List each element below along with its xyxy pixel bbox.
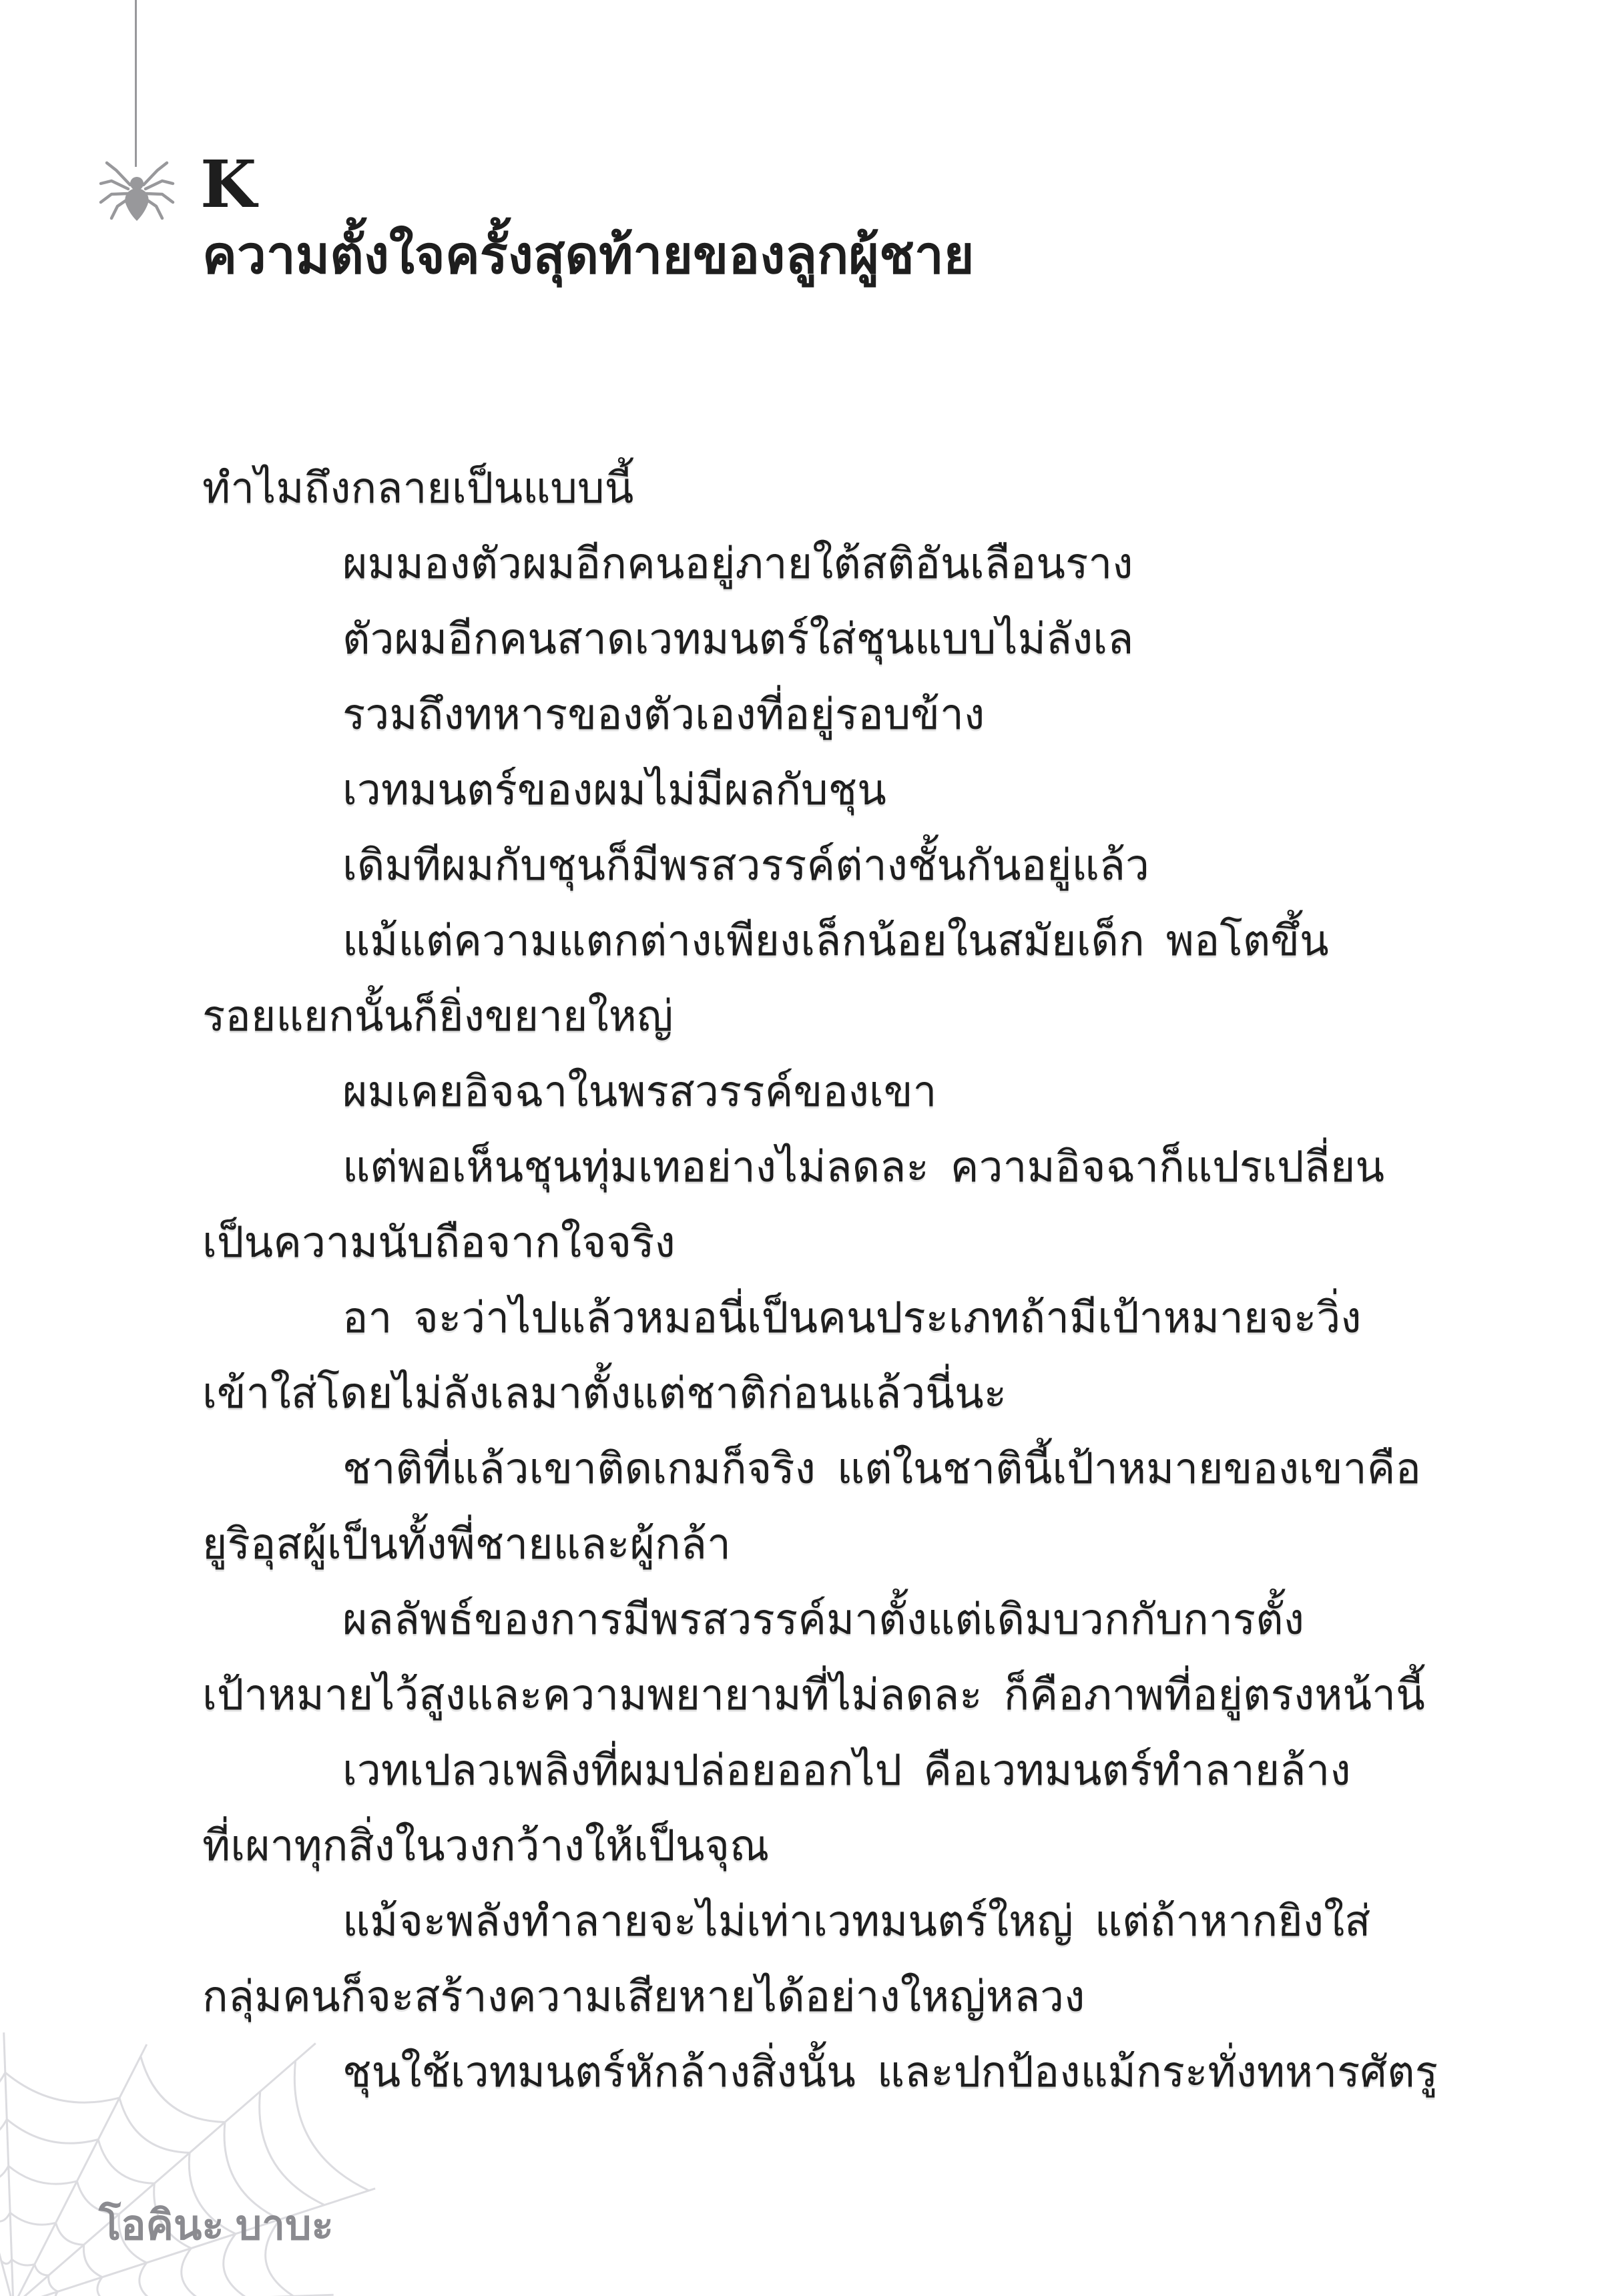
body-line: ยูริอุสผู้เป็นทั้งพี่ชายและผู้กล้า bbox=[202, 1520, 731, 1568]
author-signature: โอคินะ บาบะ bbox=[99, 2203, 334, 2249]
body-line: กลุ่มคนก็จะสร้างความเสียหายได้อย่างใหญ่หลวง bbox=[202, 1973, 1085, 2020]
body-line: ทำไมถึงกลายเป็นแบบนี้ bbox=[202, 465, 634, 512]
body-line: แต่พอเห็นชุนทุ่มเทอย่างไม่ลดละ ความอิจฉาก็แปรเปลี่ยน bbox=[342, 1143, 1385, 1191]
spider-thread bbox=[135, 0, 137, 167]
body-line: เวทเปลวเพลิงที่ผมปล่อยออกไป คือเวทมนตร์ทำลายล้าง bbox=[342, 1747, 1351, 1794]
body-line: เดิมทีผมกับชุนก็มีพรสวรรค์ต่างชั้นกันอยู่แล้ว bbox=[342, 842, 1149, 889]
body-line: อา จะว่าไปแล้วหมอนี่เป็นคนประเภทถ้ามีเป้าหมายจะวิ่ง bbox=[342, 1294, 1362, 1342]
body-line: เป้าหมายไว้สูงและความพยายามที่ไม่ลดละ ก็คือภาพที่อยู่ตรงหน้านี้ bbox=[202, 1671, 1425, 1719]
chapter-letter: K bbox=[200, 146, 257, 222]
body-line: แม้จะพลังทำลายจะไม่เท่าเวทมนตร์ใหญ่ แต่ถ้าหากยิงใส่ bbox=[342, 1898, 1371, 1945]
body-line: ที่เผาทุกสิ่งในวงกว้างให้เป็นจุณ bbox=[202, 1822, 770, 1870]
body-line: ผมมองตัวผมอีกคนอยู่ภายใต้สติอันเลือนราง bbox=[342, 540, 1133, 587]
body-line: ชุนใช้เวทมนตร์หักล้างสิ่งนั้น และปกป้องแม้กระทั่งทหารศัตรู bbox=[342, 2048, 1438, 2096]
body-line: ผมเคยอิจฉาในพรสวรรค์ของเขา bbox=[342, 1068, 937, 1115]
body-line: เวทมนตร์ของผมไม่มีผลกับชุน bbox=[342, 766, 886, 814]
body-line: รวมถึงทหารของตัวเองที่อยู่รอบข้าง bbox=[342, 691, 985, 738]
body-line: ชาติที่แล้วเขาติดเกมก็จริง แต่ในชาตินี้เป้าหมายของเขาคือ bbox=[342, 1445, 1421, 1492]
body-text-block bbox=[202, 451, 1438, 2110]
body-line: แม้แต่ความแตกต่างเพียงเล็กน้อยในสมัยเด็ก พอโตขึ้น bbox=[342, 917, 1329, 964]
body-line: เข้าใส่โดยไม่ลังเลมาตั้งแต่ชาติก่อนแล้วนี่นะ bbox=[202, 1370, 1007, 1417]
page-title: ความตั้งใจครั้งสุดท้ายของลูกผู้ชาย bbox=[202, 226, 975, 284]
spider-icon bbox=[97, 158, 177, 225]
body-line: ตัวผมอีกคนสาดเวทมนตร์ใส่ชุนแบบไม่ลังเล bbox=[342, 615, 1134, 663]
spider-web-decoration bbox=[0, 2012, 400, 2296]
body-line: ผลลัพธ์ของการมีพรสวรรค์มาตั้งแต่เดิมบวกกับการตั้ง bbox=[342, 1596, 1304, 1643]
body-line: เป็นความนับถือจากใจจริง bbox=[202, 1219, 676, 1266]
body-line: รอยแยกนั้นก็ยิ่งขยายใหญ่ bbox=[202, 992, 674, 1040]
